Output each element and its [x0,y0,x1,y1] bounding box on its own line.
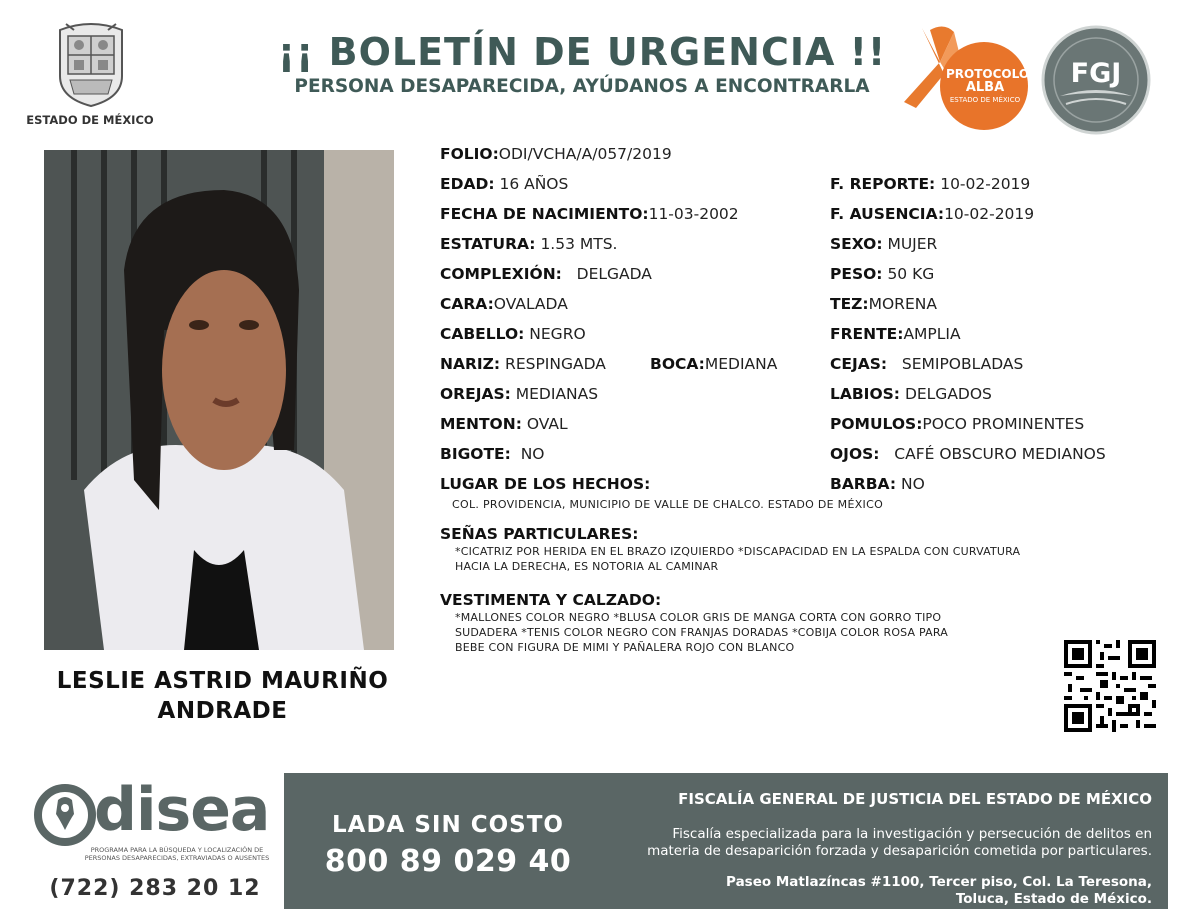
person-name [40,666,405,726]
alba-line3: ESTADO DE MÉXICO [949,96,1021,104]
state-label: ESTADO DE MÉXICO [26,113,154,127]
field-peso [830,265,934,283]
field-label: CARA: [440,295,494,313]
field-cabello [440,325,586,343]
fgj-description [600,826,1152,860]
field-value: NEGRO [529,325,586,343]
field-value: CAFÉ OBSCURO MEDIANOS [894,445,1106,463]
field-frente [830,325,961,343]
field-lugar-value: COL. PROVIDENCIA, MUNICIPIO DE VALLE DE CHALCO. ESTADO DE MÉXICO [452,498,884,511]
odisea-pin-icon [34,784,96,846]
field-value: AMPLIA [903,325,961,343]
field-bigote [440,445,545,463]
description-line1: Fiscalía especializada para la investigación y persecución de delitos en [672,826,1152,842]
vestimenta-text [455,610,1035,655]
field-value: MUJER [887,235,938,253]
field-value: OVALADA [493,295,568,313]
field-value: 16 AÑOS [499,175,569,193]
address-line2: Toluca, Estado de México. [955,891,1152,907]
field-folio [440,145,672,163]
field-f-ausencia [830,205,1034,223]
field-value: 11-03-2002 [648,205,739,223]
vestimenta-title: VESTIMENTA Y CALZADO: [440,591,662,609]
field-edad [440,175,568,193]
alba-line2: ALBA [965,80,1005,95]
field-f-reporte [830,175,1030,193]
field-label: COMPLEXIÓN: [440,265,562,283]
edomex-coat-of-arms-icon [52,20,130,108]
field-nariz [440,355,606,373]
field-label: MENTON: [440,415,522,433]
description-line2: materia de desaparición forzada y desaparición cometida por particulares. [647,843,1152,859]
field-value: MEDIANA [704,355,778,373]
field-label: OREJAS: [440,385,511,403]
field-value: 1.53 MTS. [540,235,618,253]
senas-line2: HACIA LA DERECHA, ES NOTORIA AL CAMINAR [455,560,719,573]
fgj-logo-text: FGJ [1070,58,1122,89]
fgj-address [600,874,1152,908]
field-label: F. REPORTE: [830,175,936,193]
field-value: 50 KG [887,265,935,283]
field-label: FRENTE: [830,325,904,343]
lada-phone-number[interactable]: 800 89 029 40 [324,844,572,879]
odisea-tagline: PROGRAMA PARA LA BÚSQUEDA Y LOCALIZACIÓN DE PERSONAS DESAPARECIDAS, EXTRAVIADAS O AUSENTES [84,846,270,862]
field-value: ODI/VCHA/A/057/2019 [498,145,672,163]
field-value: SEMIPOBLADAS [901,355,1024,373]
bulletin-title: ¡¡ BOLETÍN DE URGENCIA !! [277,30,887,74]
field-label: LABIOS: [830,385,900,403]
missing-person-photo [44,150,394,650]
address-line1: Paseo Matlazíncas #1100, Tercer piso, Col. La Teresona, [726,874,1152,890]
field-label: BOCA: [650,355,705,373]
field-label: NARIZ: [440,355,501,373]
fgj-name: FISCALÍA GENERAL DE JUSTICIA DEL ESTADO DE MÉXICO [678,790,1152,808]
field-label: FOLIO: [440,145,499,163]
field-label: ESTATURA: [440,235,536,253]
odisea-phone[interactable]: (722) 283 20 12 [49,876,261,901]
field-tez [830,295,937,313]
odisea-logo [34,775,274,874]
field-value: NO [900,475,925,493]
lada-label: LADA SIN COSTO [332,812,564,838]
field-pomulos [830,415,1084,433]
field-value: 10-02-2019 [944,205,1035,223]
field-label: FECHA DE NACIMIENTO: [440,205,649,223]
field-labios [830,385,992,403]
protocolo-alba-logo [900,22,1030,134]
vestimenta-line3: BEBE CON FIGURA DE MIMI Y PAÑALERA ROJO CON BLANCO [455,641,795,654]
field-label: CABELLO: [440,325,525,343]
field-label: OJOS: [830,445,880,463]
field-label: EDAD: [440,175,495,193]
field-label: LUGAR DE LOS HECHOS: [440,475,651,493]
field-label: BARBA: [830,475,897,493]
fgj-seal [1040,24,1152,136]
field-sexo [830,235,937,253]
senas-title: SEÑAS PARTICULARES: [440,525,639,543]
field-barba [830,475,925,493]
field-cara [440,295,568,313]
field-label: SEXO: [830,235,883,253]
field-ojos [830,445,1106,463]
field-value: POCO PROMINENTES [922,415,1085,433]
person-name-line2: ANDRADE [157,698,288,724]
field-boca [650,355,777,373]
field-label: PESO: [830,265,883,283]
field-label: CEJAS: [830,355,888,373]
field-value: NO [520,445,545,463]
field-value: RESPINGADA [505,355,606,373]
alba-line1: PROTOCOLO [946,67,1030,81]
field-complexion [440,265,652,283]
field-estatura [440,235,617,253]
field-label: BIGOTE: [440,445,511,463]
field-value: MEDIANAS [515,385,599,403]
field-cejas [830,355,1023,373]
field-menton [440,415,568,433]
senas-text [455,544,1105,574]
field-label: TEZ: [830,295,869,313]
field-value: MORENA [868,295,937,313]
odisea-brand: disea [94,775,270,845]
field-orejas [440,385,598,403]
qr-code-icon[interactable] [1064,640,1156,732]
field-label: POMULOS: [830,415,923,433]
field-fecha-nacimiento [440,205,739,223]
field-label: F. AUSENCIA: [830,205,945,223]
vestimenta-line2: SUDADERA *TENIS COLOR NEGRO CON FRANJAS DORADAS *COBIJA COLOR ROSA PARA [455,626,948,639]
field-value: DELGADA [576,265,652,283]
field-value: 10-02-2019 [940,175,1031,193]
vestimenta-line1: *MALLONES COLOR NEGRO *BLUSA COLOR GRIS DE MANGA CORTA CON GORRO TIPO [455,611,942,624]
senas-line1: *CICATRIZ POR HERIDA EN EL BRAZO IZQUIERDO *DISCAPACIDAD EN LA ESPALDA CON CURVATURA [455,545,1021,558]
person-name-line1: LESLIE ASTRID MAURIÑO [56,668,389,694]
bulletin-subtitle: PERSONA DESAPARECIDA, AYÚDANOS A ENCONTRARLA [294,76,870,97]
field-lugar [440,475,650,493]
field-value: OVAL [526,415,568,433]
field-value: DELGADOS [904,385,992,403]
